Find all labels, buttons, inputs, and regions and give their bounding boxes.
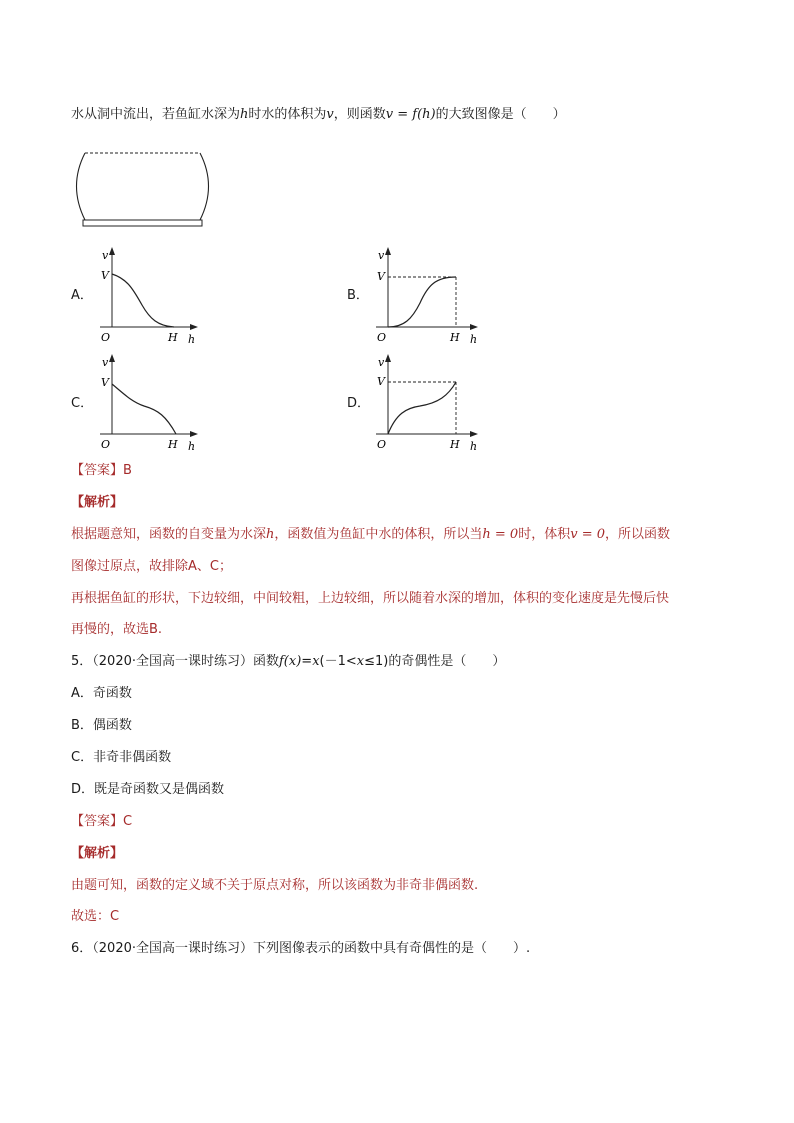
x-axis-arrow [190, 324, 198, 330]
q4-analysis-1f: ，所以函数 [605, 527, 671, 542]
y-axis-label: v [378, 356, 385, 369]
q4-analysis-1d: 时，体积 [518, 527, 571, 542]
origin-label: O [101, 331, 111, 344]
q5-stem-a: 5．（2020·全国高一课时练习）函数 [71, 654, 279, 669]
q5-var-x2: x [356, 654, 365, 669]
tank-right-wall [200, 153, 209, 220]
q4-analysis-line-3: 再根据鱼缸的形状，下边较细，中间较粗，上边较细，所以随着水深的增加，体积的变化速度是先慢后快 [71, 591, 670, 606]
q4-analysis-line-2: 图像过原点，故排除A、C； [71, 559, 232, 574]
y-axis-arrow [109, 247, 115, 255]
q4-option-b-graph [370, 243, 482, 345]
q4-formula: v = f(h) [385, 107, 436, 122]
q4-option-d-graph [370, 350, 482, 452]
q4-stem-text-b: 时水的体积为 [248, 107, 327, 122]
q4-analysis-1b: ，函数值为鱼缸中水的体积，所以当 [274, 527, 483, 542]
q4-option-a-graph [92, 243, 204, 345]
y-mark-label: V [377, 375, 385, 388]
q5-option-a: A．奇函数 [71, 686, 132, 701]
q5-var-x: x [312, 654, 320, 669]
y-mark-label: V [377, 270, 385, 283]
x-axis-arrow [470, 324, 478, 330]
q4-stem-text-a: 水从洞中流出，若鱼缸水深为 [71, 107, 241, 122]
y-mark-label: V [101, 376, 109, 389]
q5-analysis-line-2: 故选：C [71, 909, 120, 924]
y-axis-label: v [102, 249, 109, 262]
tank-left-wall [77, 153, 86, 220]
x-axis-label: h [188, 440, 196, 452]
q6-stem: 6．（2020·全国高一课时练习）下列图像表示的函数中具有奇偶性的是（ ）. [71, 941, 531, 956]
q4-var-v: v [326, 107, 334, 122]
fish-tank-figure [70, 148, 215, 230]
q4-analysis-line-1 [71, 526, 670, 544]
curve [112, 384, 176, 434]
q4-stem-text-d: 的大致图像是（ ） [435, 107, 566, 122]
curve [388, 277, 456, 327]
q4-option-c-graph [92, 350, 204, 452]
q4-option-c-label: C． [71, 396, 94, 411]
q4-option-d-label: D． [347, 396, 371, 411]
origin-label: O [377, 438, 387, 451]
curve [388, 382, 456, 434]
q4-answer: 【答案】B [71, 463, 132, 478]
y-axis-arrow [109, 354, 115, 362]
q5-stem [71, 653, 505, 671]
y-axis-arrow [385, 247, 391, 255]
x-axis-arrow [190, 431, 198, 437]
q5-option-b: B．偶函数 [71, 718, 132, 733]
curve [112, 274, 174, 327]
x-axis-label: h [188, 333, 196, 345]
y-axis-label: v [102, 356, 109, 369]
q5-option-c: C．非奇非偶函数 [71, 750, 172, 765]
y-mark-label: V [101, 269, 109, 282]
q5-stem-d: ≤1)的奇偶性是（ ） [364, 654, 506, 669]
q5-analysis-title: 【解析】 [71, 846, 124, 861]
q4-option-a-label: A． [71, 288, 93, 303]
x-mark-label: H [168, 331, 178, 344]
y-axis-label: v [378, 249, 385, 262]
x-axis-label: h [470, 333, 478, 345]
q4-option-b-label: B． [347, 288, 369, 303]
q4-var-h: h [240, 107, 249, 122]
q5-stem-c: (－1< [319, 654, 357, 669]
q4-analysis-title: 【解析】 [71, 495, 124, 510]
y-axis-arrow [385, 354, 391, 362]
q5-answer: 【答案】C [71, 814, 133, 829]
q4-stem-text-c: ，则函数 [333, 107, 386, 122]
q4-stem [71, 106, 566, 124]
q5-option-d: D．既是奇函数又是偶函数 [71, 782, 225, 797]
x-axis-label: h [470, 440, 478, 452]
q4-analysis-line-4: 再慢的，故选B. [71, 622, 163, 637]
x-mark-label: H [450, 331, 460, 344]
origin-label: O [101, 438, 111, 451]
q4-analysis-v-eq-0: v = 0 [570, 527, 606, 542]
q5-stem-b: = [301, 654, 313, 669]
q5-analysis-line-1: 由题可知，函数的定义域不关于原点对称，所以该函数为非奇非偶函数. [71, 878, 479, 893]
q4-analysis-var-h: h [266, 527, 275, 542]
x-mark-label: H [450, 438, 460, 451]
q4-analysis-1a: 根据题意知，函数的自变量为水深 [71, 527, 267, 542]
tank-base [83, 220, 202, 226]
x-mark-label: H [168, 438, 178, 451]
q5-func: f(x) [279, 654, 302, 669]
x-axis-arrow [470, 431, 478, 437]
origin-label: O [377, 331, 387, 344]
q4-analysis-h-eq-0: h = 0 [482, 527, 519, 542]
